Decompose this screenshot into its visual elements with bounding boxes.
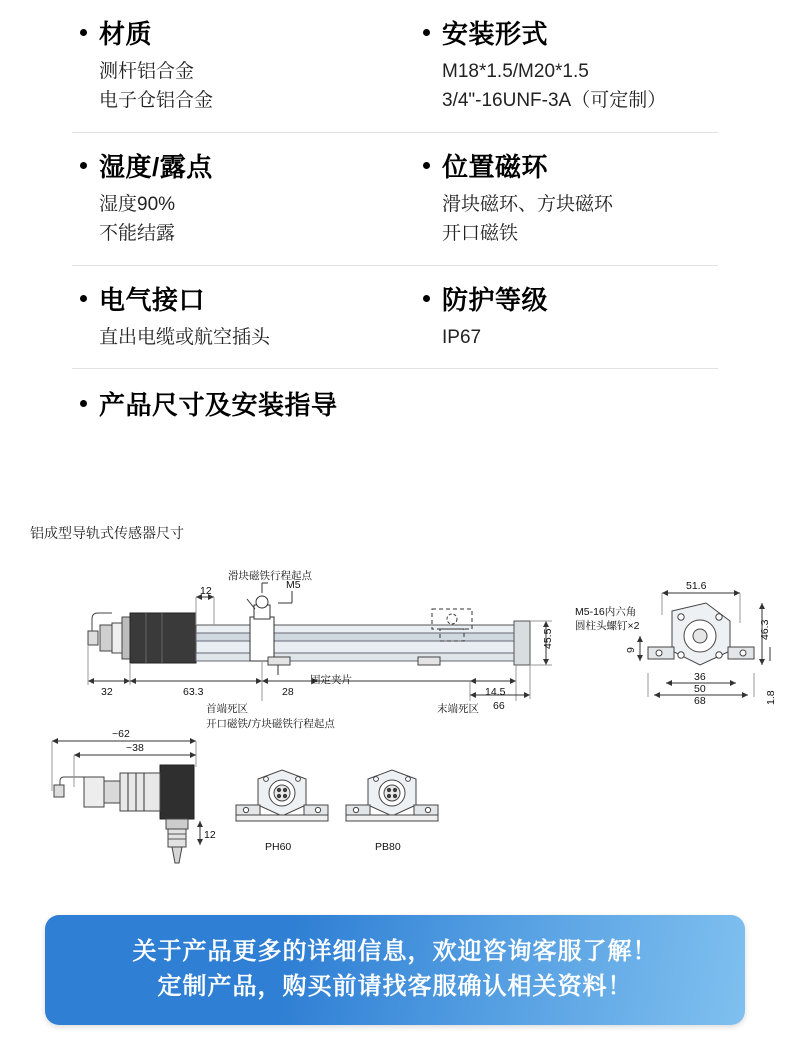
bullet-icon xyxy=(423,29,430,36)
dim-32: 32 xyxy=(101,686,113,698)
label-pb80: PB80 xyxy=(375,841,401,853)
spec-row xyxy=(72,266,718,369)
section-title-label: 产品尺寸及安装指导 xyxy=(99,390,338,421)
dim-36: 36 xyxy=(694,671,706,683)
label-ph60: PH60 xyxy=(265,841,292,853)
dim-12: 12 xyxy=(200,585,212,597)
section-heading-row xyxy=(72,369,718,426)
drawing-svg xyxy=(0,505,790,875)
label-m5: M5 xyxy=(286,579,301,591)
dim-68: 68 xyxy=(694,695,706,707)
spec-line: 3/4"-16UNF-3A（可定制） xyxy=(442,90,667,112)
spec-cell-material xyxy=(72,14,395,116)
spec-cell-protection xyxy=(395,280,718,352)
spec-title-label: 安装形式 xyxy=(442,19,549,49)
bullet-icon xyxy=(80,295,87,302)
spec-line: 滑块磁环、方块磁环 xyxy=(442,193,614,215)
dim-9: 9 xyxy=(625,647,637,653)
label-hex-screw-2: 圆柱头螺钉×2 xyxy=(575,620,640,632)
spec-lines xyxy=(415,323,718,352)
spec-title xyxy=(72,14,395,51)
spec-title-label: 湿度/露点 xyxy=(99,151,213,182)
bullet-icon xyxy=(80,162,87,169)
spec-title xyxy=(72,280,395,317)
spec-line: 湿度90% xyxy=(99,193,176,215)
bullet-icon xyxy=(423,162,430,169)
label-head-dead-zone: 首端死区 xyxy=(206,703,248,715)
dim-45-5: 45.5 xyxy=(542,628,554,649)
label-fixed-clip: 固定夹片 xyxy=(310,674,352,686)
dim-50: 50 xyxy=(694,683,706,695)
dim-1-8: 1.8 xyxy=(765,690,777,705)
spec-cell-humidity xyxy=(72,147,395,249)
spec-row xyxy=(72,133,718,266)
spec-lines xyxy=(415,57,718,116)
spec-lines xyxy=(72,57,395,116)
footer-banner xyxy=(45,915,745,1025)
spec-line: 测杆铝合金 xyxy=(99,61,195,82)
spec-cell-mounting xyxy=(395,14,718,116)
spec-line: 电子仓铝合金 xyxy=(99,90,214,112)
banner-line-1: 关于产品更多的详细信息，欢迎咨询客服了解！ xyxy=(132,938,658,966)
spec-title-label: 材质 xyxy=(99,19,153,49)
dim-62: ~62 xyxy=(112,728,130,740)
label-slider-start: 滑块磁铁行程起点 xyxy=(228,570,312,582)
label-tail-dead-zone: 末端死区 xyxy=(437,703,479,715)
dim-46-3: 46.3 xyxy=(759,619,771,640)
spec-cell-electrical xyxy=(72,280,395,352)
dim-14-5: 14.5 xyxy=(485,686,506,698)
spec-title xyxy=(72,385,718,422)
drawing-caption: 铝成型导轨式传感器尺寸 xyxy=(30,525,184,541)
label-hex-screw: M5-16内六角 xyxy=(575,606,637,618)
spec-lines xyxy=(72,323,395,352)
spec-line: 不能结露 xyxy=(99,223,176,245)
spec-line: M18*1.5/M20*1.5 xyxy=(442,61,589,82)
dim-51-6: 51.6 xyxy=(686,580,707,592)
spec-title-label: 防护等级 xyxy=(442,284,549,315)
spec-title xyxy=(415,147,718,184)
spec-title xyxy=(415,14,718,51)
dim-38: ~38 xyxy=(126,742,144,754)
spec-title xyxy=(415,280,718,317)
banner-line-2: 定制产品，购买前请找客服确认相关资料！ xyxy=(157,973,633,1000)
bullet-icon xyxy=(80,29,87,36)
spec-lines xyxy=(415,190,718,249)
section-heading xyxy=(72,385,718,422)
bullet-icon xyxy=(80,400,87,407)
spec-row xyxy=(72,0,718,133)
dim-63-3: 63.3 xyxy=(183,686,204,698)
spec-title-label: 电气接口 xyxy=(99,284,206,315)
dim-12b: 12 xyxy=(204,829,216,841)
spec-title-label: 位置磁环 xyxy=(442,151,549,182)
spec-title xyxy=(72,147,395,184)
spec-lines xyxy=(72,190,395,249)
spec-line: IP67 xyxy=(442,326,482,348)
spec-line: 开口磁铁 xyxy=(442,223,519,245)
spec-cell-magnet xyxy=(395,147,718,249)
dim-66: 66 xyxy=(493,700,505,712)
spec-line: 直出电缆或航空插头 xyxy=(99,326,271,348)
label-open-magnet-start: 开口磁铁/方块磁铁行程起点 xyxy=(206,718,335,730)
dim-28: 28 xyxy=(282,686,294,698)
bullet-icon xyxy=(423,295,430,302)
dimension-drawing xyxy=(0,505,790,875)
spec-table xyxy=(72,0,718,426)
